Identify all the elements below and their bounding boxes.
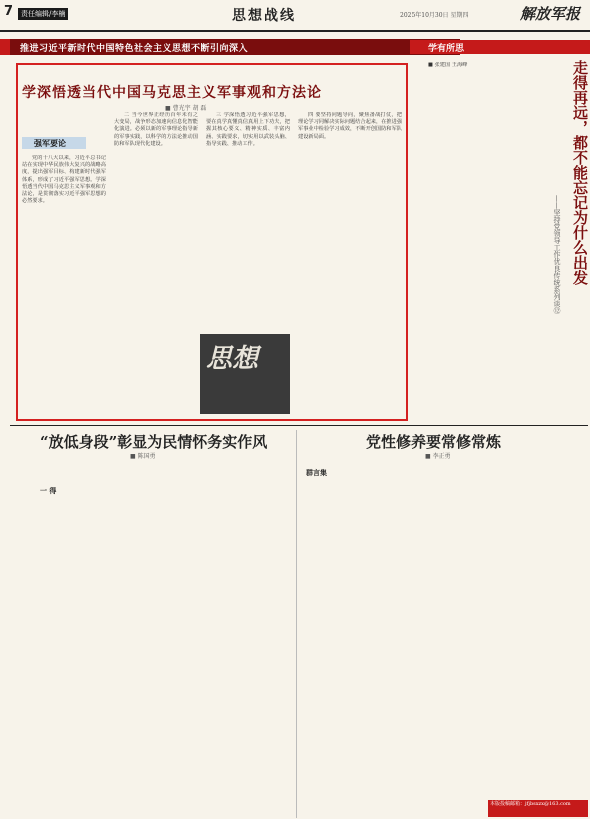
bottom-right-col-2	[396, 462, 480, 816]
calligraphy-text: 思想	[206, 344, 259, 374]
banner-text[interactable]: 推进习近平新时代中国特色社会主义思想不断引向深入	[20, 44, 249, 54]
bottom-right-sub: 群言集	[306, 469, 327, 477]
featured-byline: ■ 曹光宇 胡 磊	[165, 105, 207, 112]
featured-title[interactable]: 学深悟透当代中国马克思主义军事观和方法论	[22, 85, 322, 101]
bottom-left-col-1	[22, 498, 106, 816]
featured-sub-label: 强军要论	[34, 139, 66, 148]
bottom-left-col-3	[206, 462, 290, 816]
footer-ad[interactable]: 本版投稿邮箱：jfjbsxzx@163.com	[488, 800, 588, 817]
divider	[10, 425, 588, 426]
right-label: 学有所思	[428, 44, 465, 54]
bottom-right-col-3	[488, 462, 584, 798]
featured-column-4	[298, 112, 402, 412]
right-article-body	[418, 62, 548, 417]
right-byline: ■ 张建国 王海峰	[428, 62, 468, 68]
page-number: 7	[4, 4, 14, 19]
bottom-left-sub: 一 得	[40, 487, 57, 495]
masthead-logo: 解放军报	[520, 5, 581, 23]
bottom-left-col-2	[114, 462, 198, 816]
right-article-title[interactable]: 走得再远，都不能忘记为什么出发	[571, 60, 589, 285]
bottom-right-byline: ■ 李正勇	[425, 453, 451, 460]
banner-accent	[0, 39, 10, 55]
bottom-left-byline: ■ 陈国勇	[130, 453, 156, 460]
featured-column-2	[114, 112, 198, 412]
column-divider	[296, 430, 297, 818]
paragraph: 二 当今世界正经历百年未有之大变局，战争形态加速向信息化智能化演进。必须以新的军事理论指导新的军事实践，以科学的方法论推动国防和军队现代化建设。	[114, 112, 198, 147]
bottom-right-title[interactable]: 党性修养要常修常炼	[366, 433, 502, 451]
featured-column-1	[22, 155, 106, 415]
right-article-subtitle: ——坚持党领导工作优良传统系列谈⑫	[553, 195, 561, 314]
paragraph: 四 要坚持问题导向，聚焦备战打仗，把理论学习同解决实际问题结合起来，在推进强军事业中检验学习成效，不断开创国防和军队建设新局面。	[298, 112, 402, 140]
date: 2025年10月30日 星期四	[400, 12, 469, 19]
page-tag: 责任编辑/李楠	[18, 8, 68, 20]
paragraph: 三 学深悟透习近平强军思想，要在真学真懂真信真用上下功夫，把握其核心要义、精神实质、丰富内涵、实践要求，切实用以武装头脑、指导实践、推动工作。	[206, 112, 290, 147]
paragraph: 党的十八大以来，习近平总书记站在实现中华民族伟大复兴的战略高度，提出强军目标、构建新时代强军体系，形成了习近平强军思想。学深悟透当代中国马克思主义军事观和方法论，是贯彻落实习近平强军思想的必然要求。	[22, 155, 106, 205]
section-title: 思想战线	[232, 8, 296, 24]
bottom-left-title[interactable]: “放低身段”彰显为民情怀务实作风	[40, 433, 268, 451]
featured-column-3	[206, 112, 290, 330]
bottom-right-col-1	[304, 480, 388, 816]
